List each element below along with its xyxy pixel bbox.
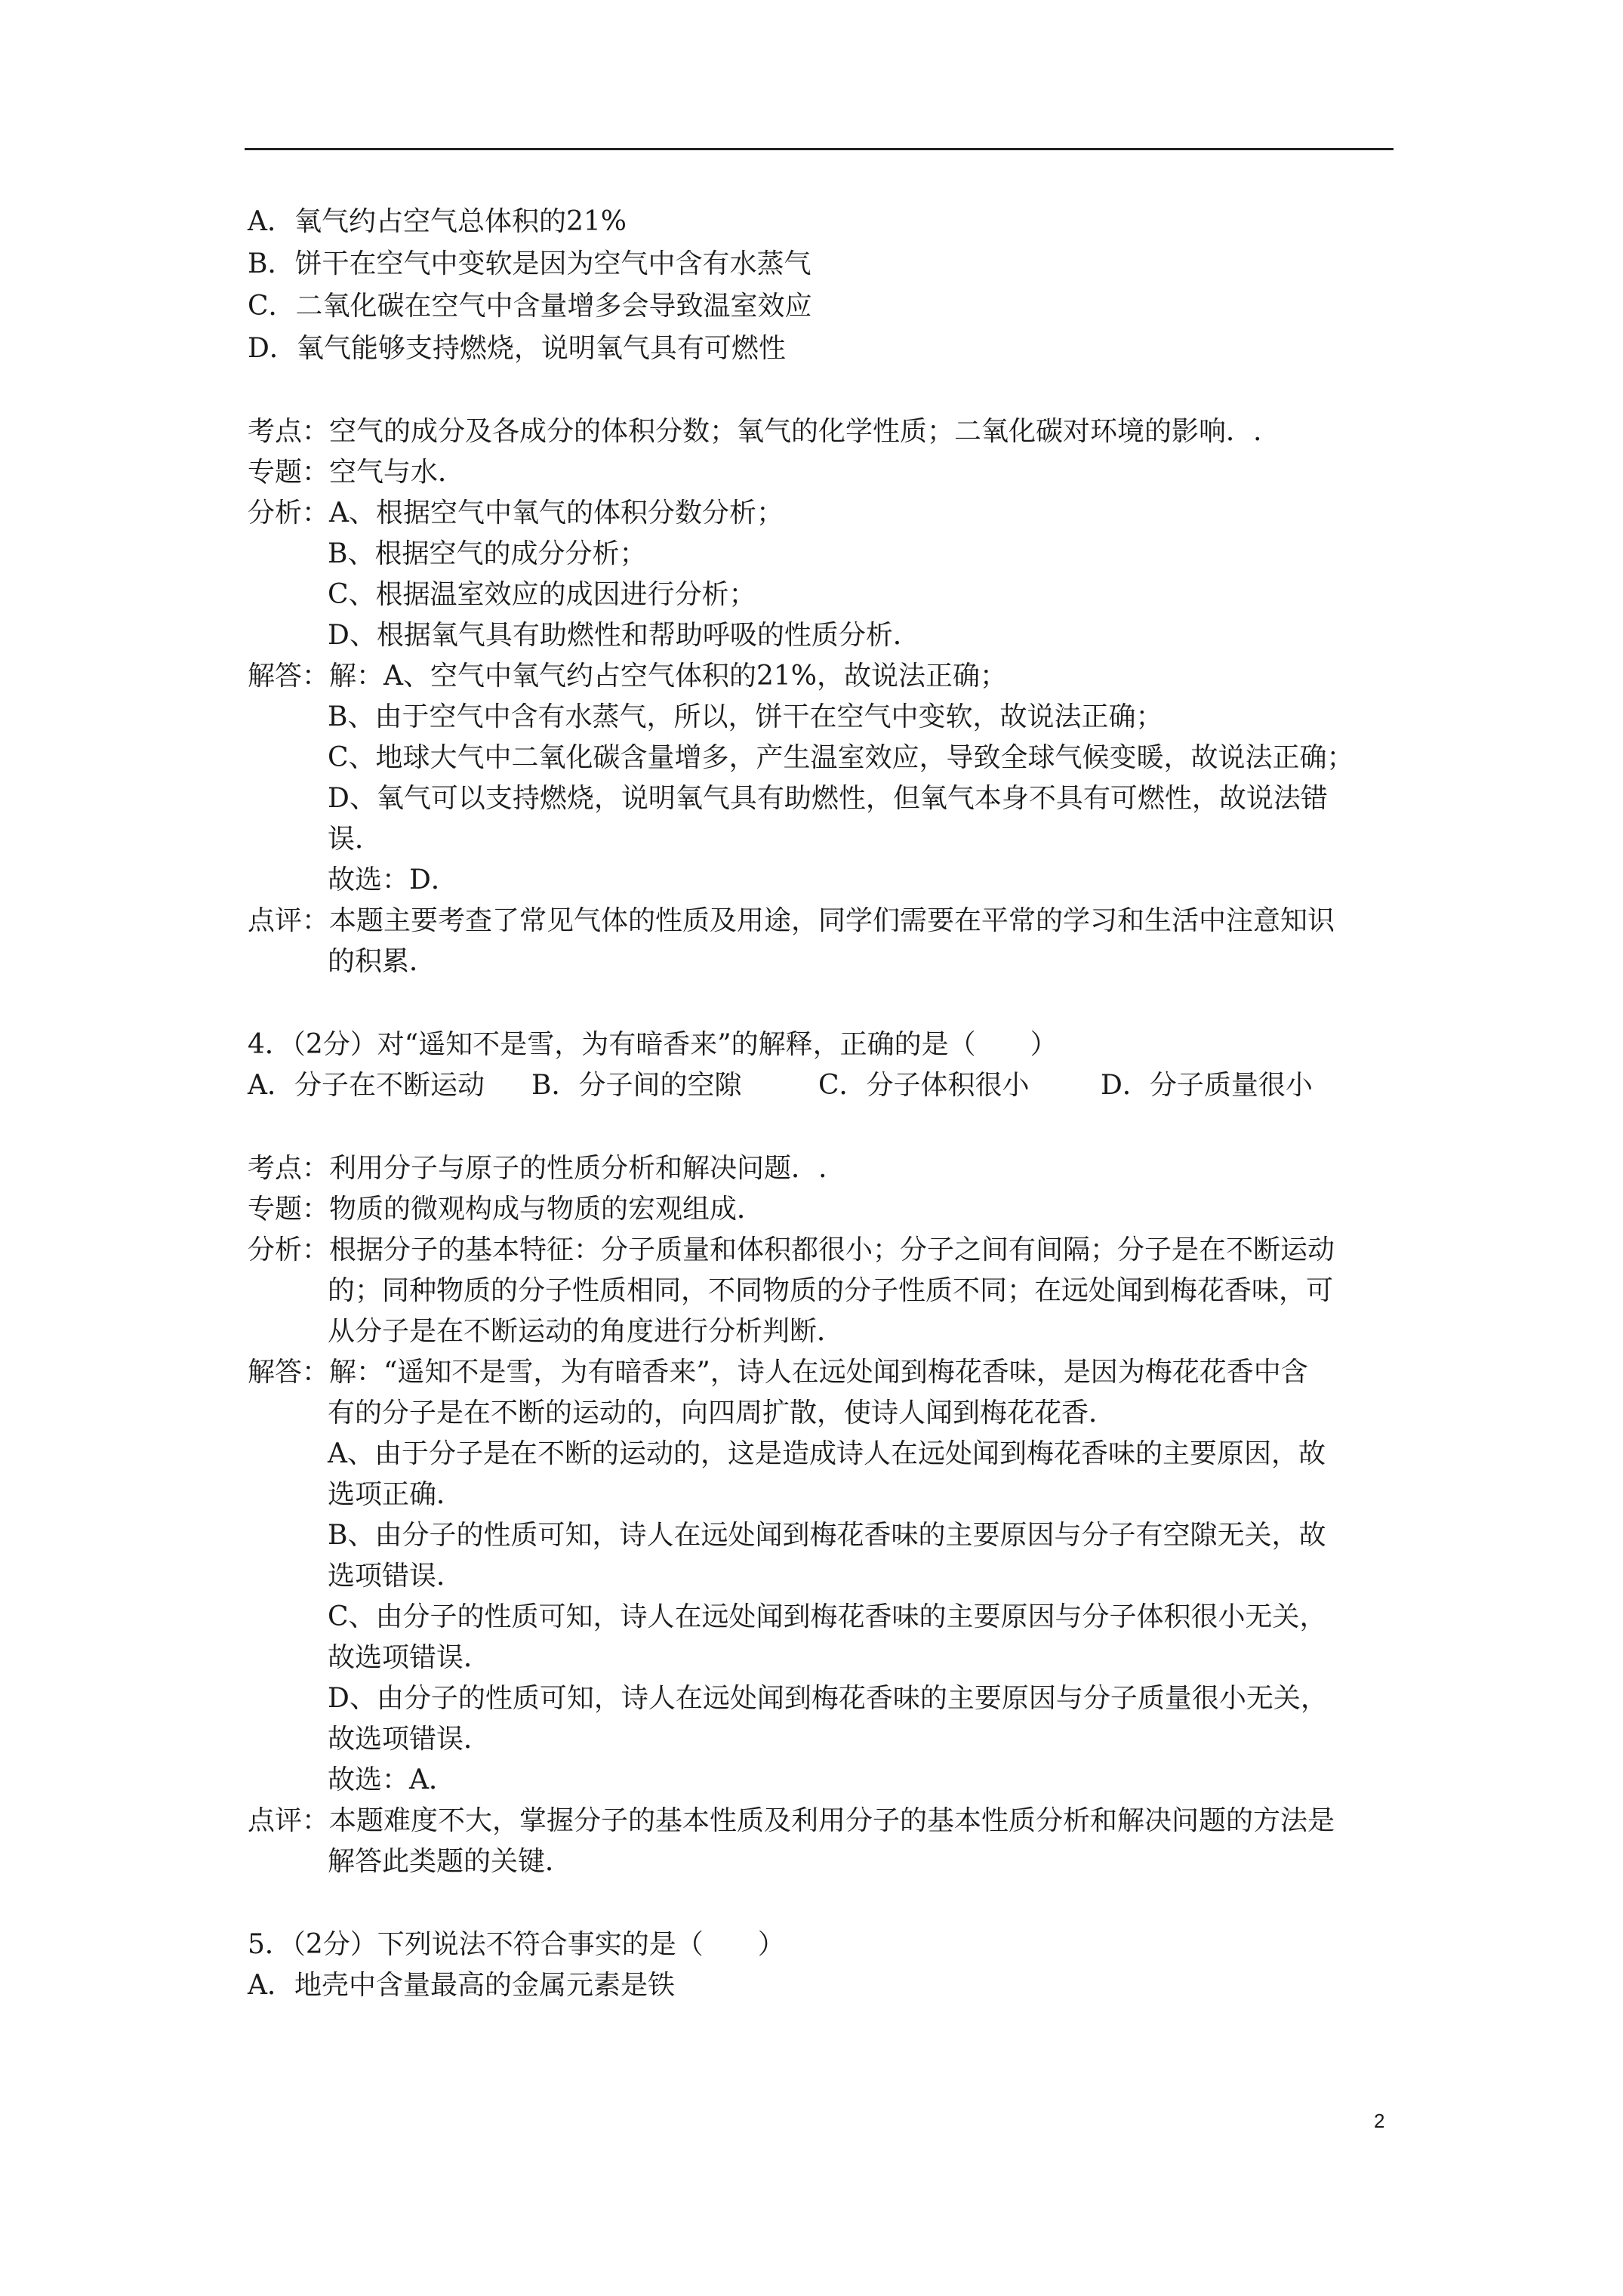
q4-dianping-line: 解答此类题的关键． (328, 1846, 573, 1877)
q4-jieda-line: 故选项错误． (328, 1724, 491, 1755)
q4-jieda-line: 故选：A． (328, 1764, 456, 1795)
q4-option-b: B．分子间的空隙 (531, 1070, 742, 1101)
q3-jieda-line: B、由于空气中含有水蒸气，所以，饼干在空气中变软，故说法正确； (328, 701, 1163, 732)
q4-kaodian: 考点：利用分子与原子的性质分析和解决问题．. (248, 1153, 827, 1184)
q4-options-row (248, 1069, 1395, 1102)
q4-stem: 4．（2分）对“遥知不是雪，为有暗香来”的解释，正确的是（ ） (248, 1029, 1058, 1060)
q3-jieda-line: D、氧气可以支持燃烧，说明氧气具有助燃性，但氧气本身不具有可燃性，故说法错 (328, 783, 1328, 814)
q5-option-a: A．地壳中含量最高的金属元素是铁 (248, 1970, 675, 2001)
q4-fenxi-line: 的；同种物质的分子性质相同，不同物质的分子性质不同；在远处闻到梅花香味，可 (328, 1275, 1334, 1306)
q4-option-c: C．分子体积很小 (818, 1070, 1030, 1101)
q4-zhuanti: 专题：物质的微观构成与物质的宏观组成． (248, 1194, 765, 1225)
q4-fenxi-line: 从分子是在不断运动的角度进行分析判断． (328, 1316, 845, 1347)
q3-fenxi-line: 分析：A、根据空气中氧气的体积分数分析； (248, 498, 784, 529)
q3-jieda-line: 解答：解：A、空气中氧气约占空气体积的21%，故说法正确； (248, 661, 1008, 692)
q4-dianping-line: 点评：本题难度不大，掌握分子的基本性质及利用分子的基本性质分析和解决问题的方法是 (248, 1805, 1335, 1836)
q4-jieda-line: 选项错误． (328, 1561, 464, 1592)
q4-option-a: A．分子在不断运动 (248, 1070, 485, 1101)
q3-zhuanti: 专题：空气与水． (248, 457, 466, 488)
q3-option-b: B．饼干在空气中变软是因为空气中含有水蒸气 (248, 248, 812, 279)
q3-jieda-line: 故选：D． (328, 864, 458, 895)
q4-jieda-line: 选项正确． (328, 1479, 464, 1510)
page-number: 2 (1374, 2110, 1385, 2132)
q5-stem: 5．（2分）下列说法不符合事实的是（ ） (248, 1929, 785, 1960)
q4-jieda-line: C、由分子的性质可知，诗人在远处闻到梅花香味的主要原因与分子体积很小无关， (328, 1601, 1327, 1632)
q4-jieda-line: 故选项错误． (328, 1642, 491, 1673)
q3-option-d: D．氧气能够支持燃烧，说明氧气具有可燃性 (248, 333, 786, 364)
q4-jieda-line: D、由分子的性质可知，诗人在远处闻到梅花香味的主要原因与分子质量很小无关， (328, 1683, 1328, 1714)
q4-jieda-line: 解答：解：“遥知不是雪，为有暗香来”，诗人在远处闻到梅花香味，是因为梅花花香中含 (248, 1357, 1308, 1388)
q3-fenxi-line: C、根据温室效应的成因进行分析； (328, 579, 756, 610)
q3-option-a: A．氧气约占空气总体积的21% (248, 206, 627, 237)
q4-jieda-line: 有的分子是在不断的运动的，向四周扩散，使诗人闻到梅花花香． (328, 1398, 1116, 1428)
q3-fenxi-line: B、根据空气的成分分析； (328, 538, 647, 569)
q4-jieda-line: B、由分子的性质可知，诗人在远处闻到梅花香味的主要原因与分子有空隙无关，故 (328, 1520, 1326, 1551)
q3-jieda-line: C、地球大气中二氧化碳含量增多，产生温室效应，导致全球气候变暖，故说法正确； (328, 742, 1354, 773)
q3-fenxi-line: D、根据氧气具有助燃性和帮助呼吸的性质分析． (328, 620, 920, 651)
q4-jieda-line: A、由于分子是在不断的运动的，这是造成诗人在远处闻到梅花香味的主要原因，故 (328, 1438, 1326, 1469)
q4-option-d: D．分子质量很小 (1101, 1070, 1313, 1101)
q3-kaodian: 考点：空气的成分及各成分的体积分数；氧气的化学性质；二氧化碳对环境的影响．. (248, 416, 1262, 447)
q3-dianping-line: 点评：本题主要考查了常见气体的性质及用途，同学们需要在平常的学习和生活中注意知识 (248, 905, 1335, 936)
header-rule (245, 148, 1394, 150)
q3-dianping-line: 的积累． (328, 946, 437, 977)
q4-fenxi-line: 分析：根据分子的基本特征：分子质量和体积都很小；分子之间有间隔；分子是在不断运动 (248, 1234, 1335, 1265)
q3-option-c: C．二氧化碳在空气中含量增多会导致温室效应 (248, 291, 812, 322)
q3-jieda-line: 误． (328, 824, 383, 855)
